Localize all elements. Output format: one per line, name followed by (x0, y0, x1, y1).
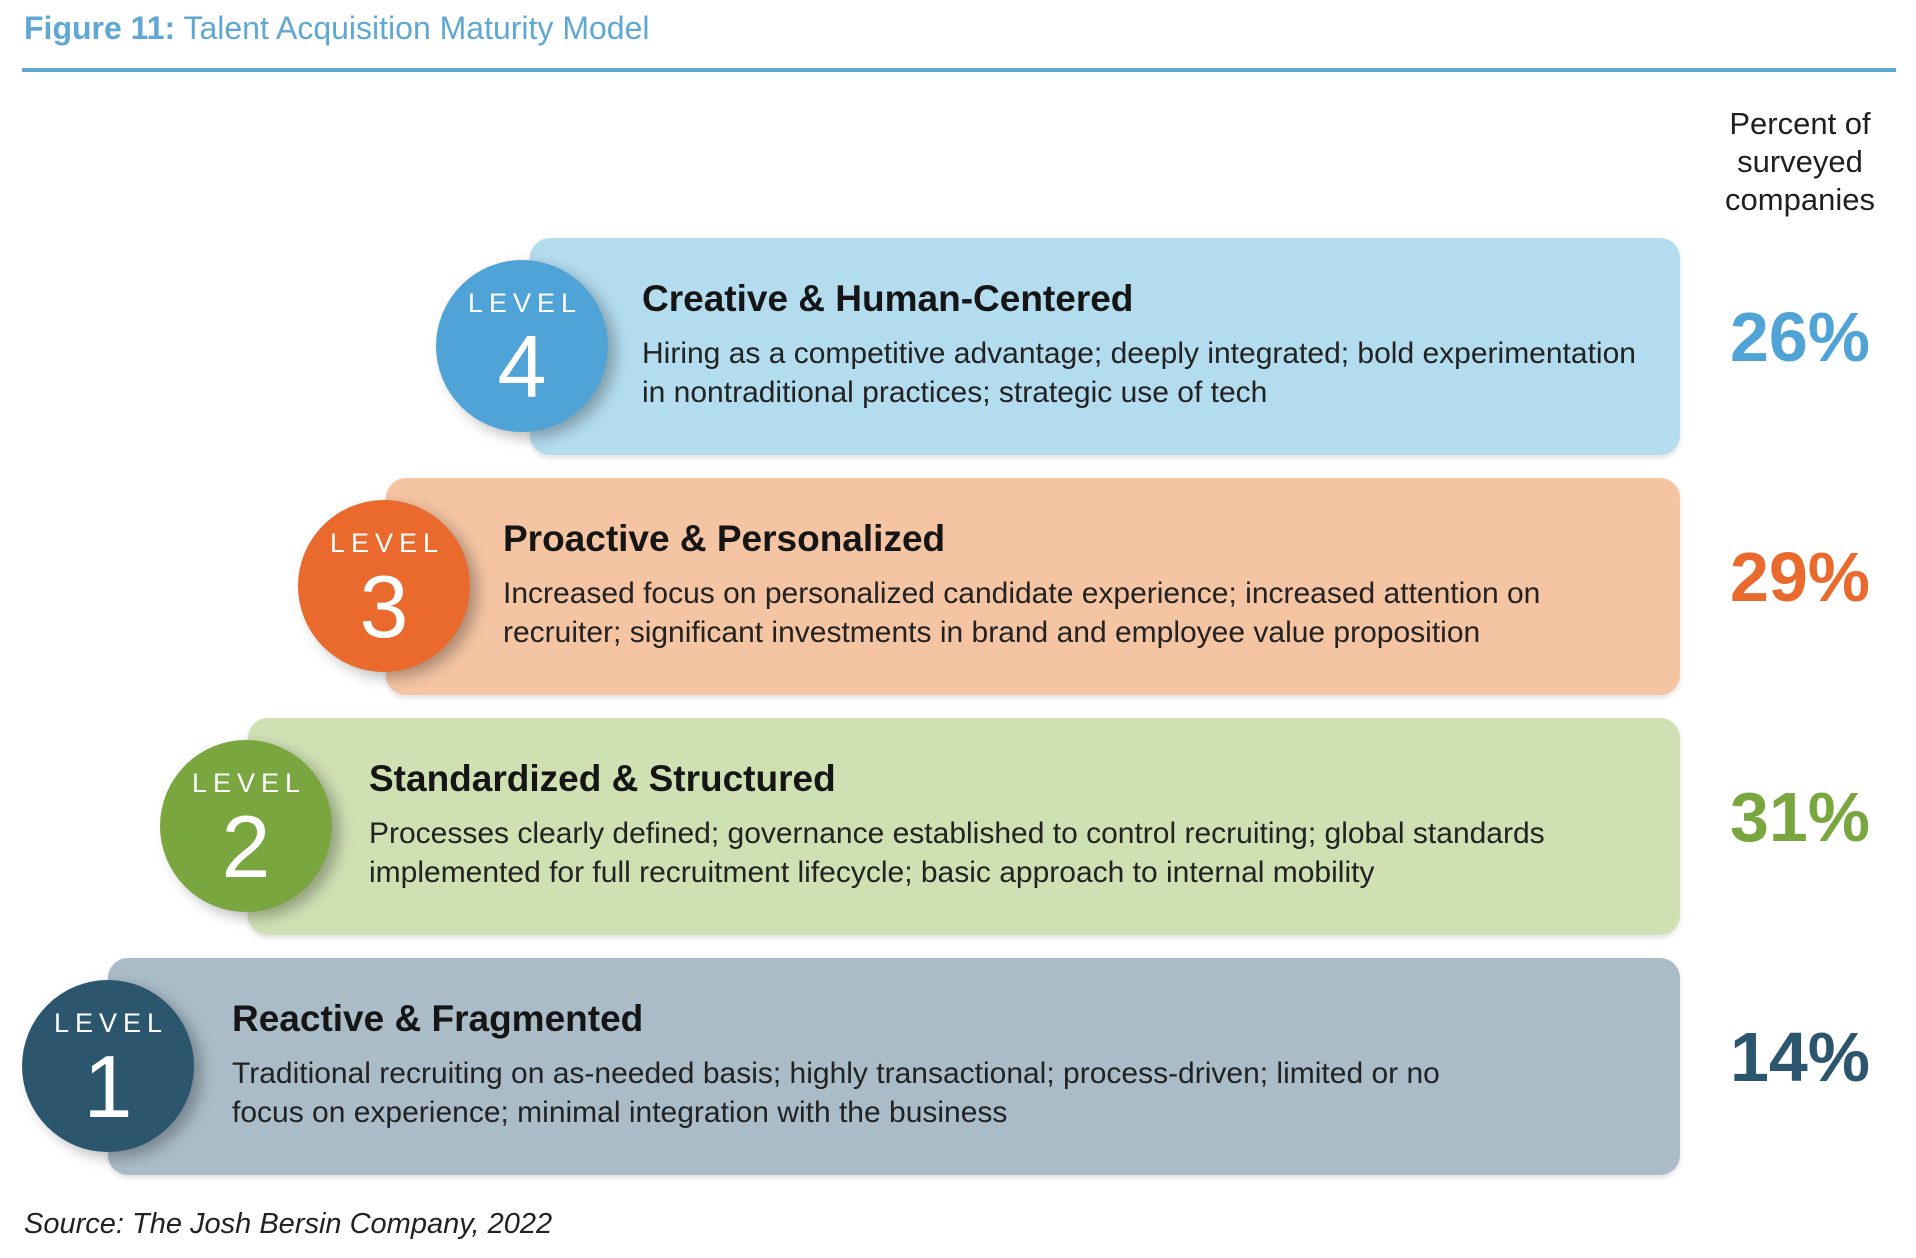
level-1-card (108, 958, 1680, 1175)
figure-label: Figure 11: (24, 10, 176, 46)
level-3-badge (298, 500, 470, 672)
level-4-title: Creative & Human-Centered (642, 278, 1134, 319)
figure-title-text: Talent Acquisition Maturity Model (183, 10, 650, 46)
level-3-badge-number: 3 (359, 557, 409, 656)
level-4-badge-number: 4 (497, 317, 547, 416)
level-2-badge (160, 740, 332, 912)
level-1-description: Traditional recruiting on as-needed basis; highly transactional; process-driven; limited or no focus on experience; minimal integration with the business (232, 1057, 1440, 1129)
level-1-badge-number: 1 (83, 1037, 133, 1136)
level-2-percent: 31% (1729, 778, 1871, 856)
level-3-percent: 29% (1729, 538, 1871, 616)
level-1-percent: 14% (1729, 1018, 1871, 1096)
level-2-description: Processes clearly defined; governance established to control recruiting; global standards implemented for full recruitment lifecycle; basic approach to internal mobility (369, 817, 1545, 889)
level-3-card (386, 478, 1680, 695)
level-1-badge (22, 980, 194, 1152)
level-4-percent: 26% (1729, 298, 1871, 376)
figure-title (24, 10, 649, 47)
level-4-description: Hiring as a competitive advantage; deeply integrated; bold experimentation in nontraditional practices; strategic use of tech (642, 337, 1636, 409)
level-2-badge-number: 2 (221, 797, 271, 896)
level-2-title: Standardized & Structured (369, 758, 836, 799)
level-1-badge-label: LEVEL (53, 1008, 169, 1038)
level-4-badge (436, 260, 608, 432)
level-3-description: Increased focus on personalized candidate experience; increased attention on recruiter; significant investments in brand and employee value proposition (503, 577, 1541, 649)
level-3-title: Proactive & Personalized (503, 518, 946, 559)
percent-column-header: Percent of surveyed companies (1725, 106, 1875, 217)
level-1-title: Reactive & Fragmented (232, 998, 644, 1039)
level-3-badge-label: LEVEL (329, 528, 445, 558)
level-2-badge-label: LEVEL (191, 768, 307, 798)
level-4-badge-label: LEVEL (467, 288, 583, 318)
title-divider (22, 68, 1896, 72)
level-2-card (248, 718, 1680, 935)
level-4-card (530, 238, 1680, 455)
source-note: Source: The Josh Bersin Company, 2022 (24, 1208, 553, 1240)
